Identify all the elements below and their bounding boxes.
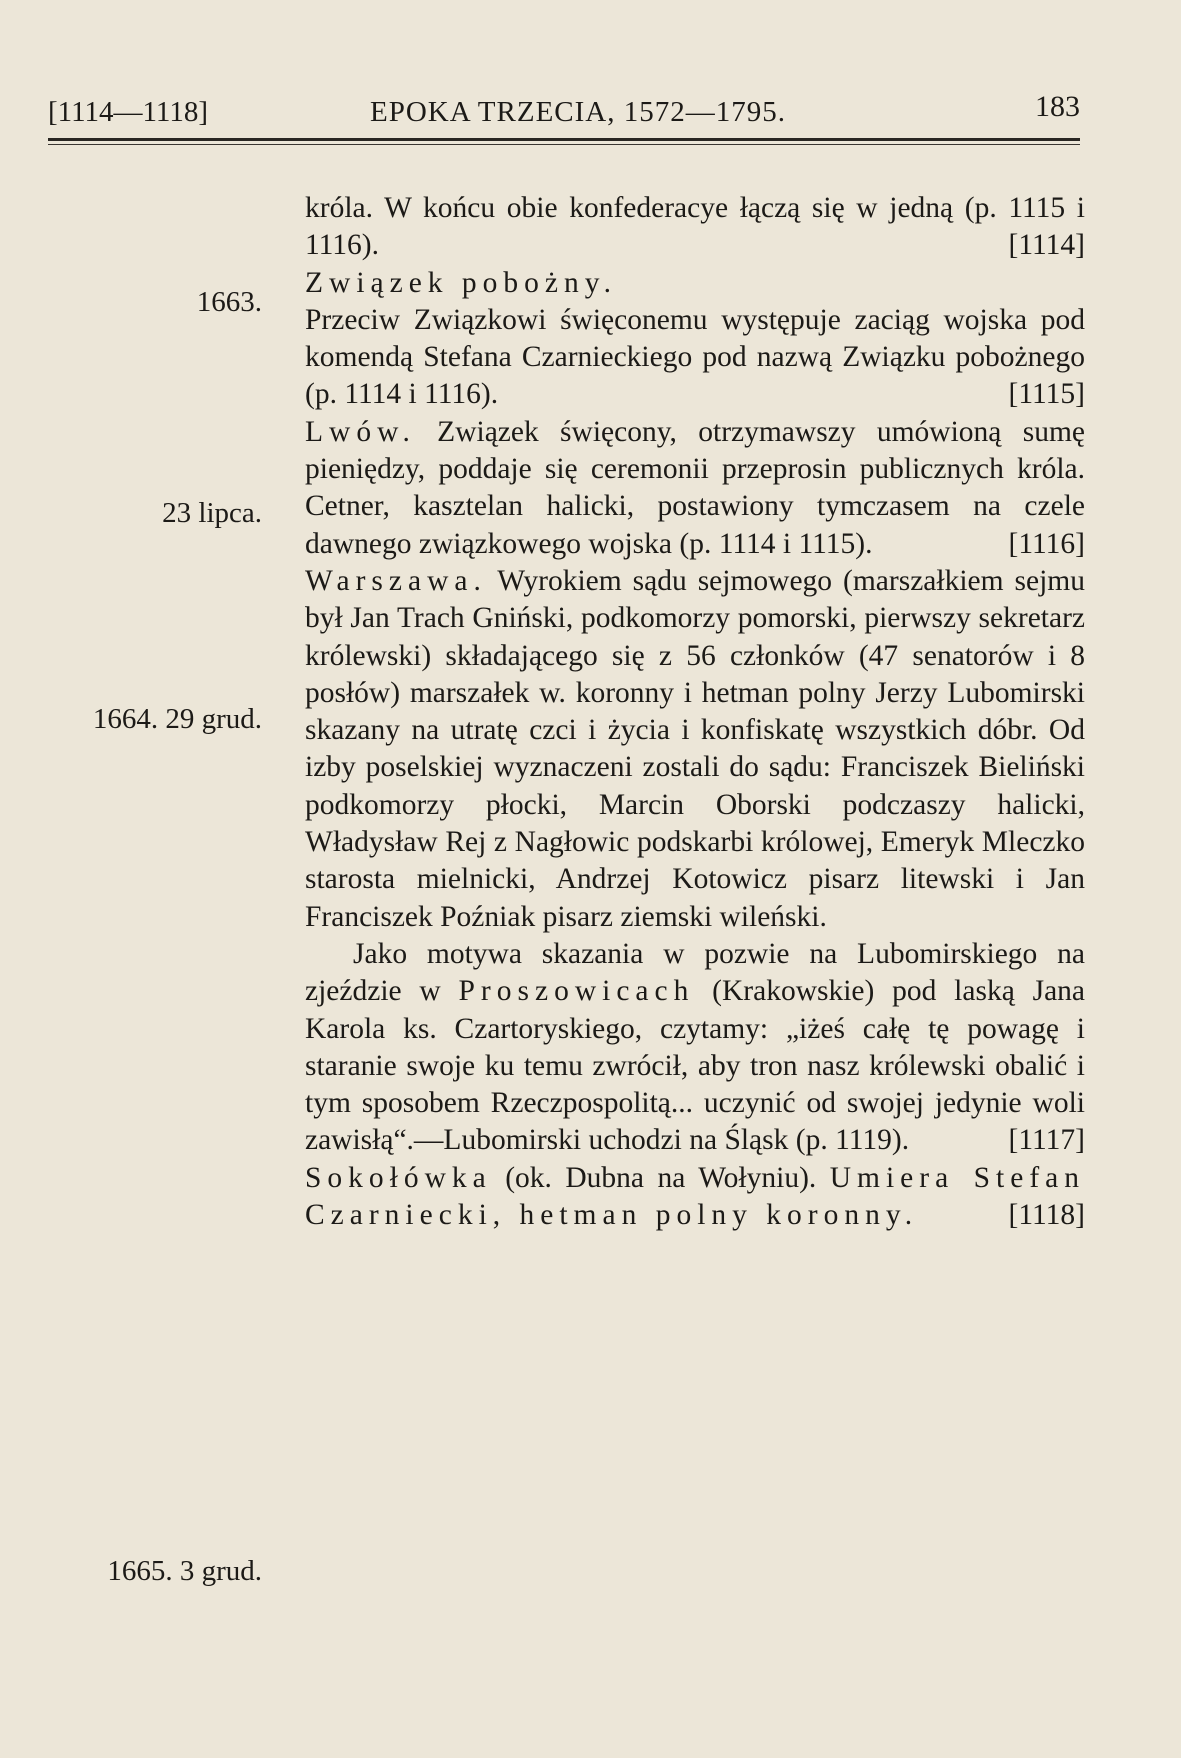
- entry-1117-paragraph-2: [305, 936, 1085, 1160]
- margin-date-1115: 1663.: [196, 286, 262, 318]
- margin-dates: [0, 0, 290, 1758]
- entry-1117-text: Wyrokiem sądu sejmowego (marszałkiem sejmu był Jan Trach Gniński, podkomorzy pomorski, pierwszy sekretarz królewski) składającego się z 56 członków (47 senatorów i 8 posłów) marszałek w. koronny i hetman polny Jerzy Lubomirski skazany na utratę czci i życia i konfiskatę wszystkich dóbr. Od izby poselskiej wyznaczeni zostali do sądu: Franciszek Bieliński podkomorzy płocki, Marcin Oborski podczaszy halicki, Władysław Rej z Nagłowic podskarbi królowej, Emeryk Mleczko starosta mielnicki, Andrzej Kotowicz pisarz litewski i Jan Franciszek Poźniak pisarz ziemski wileński.: [305, 564, 1086, 933]
- entry-1115-ref: [1115]: [1008, 378, 1085, 411]
- margin-date-1117: 1664. 29 grud.: [92, 703, 262, 735]
- entry-1117: [305, 563, 1085, 936]
- page-body: [305, 190, 1085, 1234]
- entry-1118-ref: [1118]: [1008, 1199, 1085, 1232]
- entry-1115-title: Związek pobożny.: [305, 266, 617, 299]
- entry-1118-event: Umiera Stefan Czarniecki, hetman polny koronny.: [305, 1161, 1086, 1232]
- entry-1117-p2-start: Jako motywa skazania w pozwie na Lubomirskiego na zjeździe w: [305, 937, 1085, 1008]
- entry-1114: [305, 190, 1085, 265]
- entry-1114-ref: [1114]: [1008, 229, 1085, 262]
- entry-1118: [305, 1160, 1085, 1235]
- entry-1117-place: Warszawa.: [305, 564, 487, 597]
- entry-1116-place: Lwów.: [305, 415, 416, 448]
- header-title: EPOKA TRZECIA, 1572—1795.: [370, 96, 786, 128]
- entry-1115: [305, 302, 1085, 414]
- entry-1116-text: Związek święcony, otrzymawszy umówioną sumę pieniędzy, poddaje się ceremonii przeprosin publicznych króla. Cetner, kasztelan halicki, postawiony tymczasem na czele dawnego związkowego wojska (p. 1114 i 1115).: [305, 415, 1085, 560]
- entry-1115-text: Przeciw Związkowi święconemu występuje zaciąg wojska pod komendą Stefana Czarnieckiego pod nazwą Związku pobożnego (p. 1114 i 1116).: [305, 303, 1085, 411]
- margin-date-1118: 1665. 3 grud.: [107, 1555, 262, 1587]
- entry-1117-ref: [1117]: [1008, 1124, 1085, 1157]
- entry-1118-text: (ok. Dubna na Wołyniu).: [505, 1161, 817, 1194]
- margin-date-1116: 23 lipca.: [162, 497, 262, 529]
- entry-1116-ref: [1116]: [1008, 527, 1085, 560]
- page-number: 183: [1035, 90, 1080, 123]
- entry-1115-heading: [305, 265, 1085, 302]
- entry-1117-p2-rest: (Krakowskie) pod laską Jana Karola ks. Czartoryskiego, czytamy: „iżeś całę tę powagę i staranie swoje ku temu zwrócił, aby tron nasz królewski obalić i tym sposobem Rzeczpospolitą... uczynić od swojej jedynie woli zawisłą“.—Lubomirski uchodzi na Śląsk (p. 1119).: [305, 975, 1086, 1157]
- entry-1118-place: Sokołówka: [305, 1161, 492, 1194]
- entry-1117-p2-place: Proszowicach: [458, 975, 695, 1008]
- entry-1114-text: króla. W końcu obie konfederacye łączą się w jedną (p. 1115 i 1116).: [305, 192, 1085, 262]
- entry-1116: [305, 414, 1085, 563]
- header-entry-range: [1114—1118]: [48, 96, 209, 128]
